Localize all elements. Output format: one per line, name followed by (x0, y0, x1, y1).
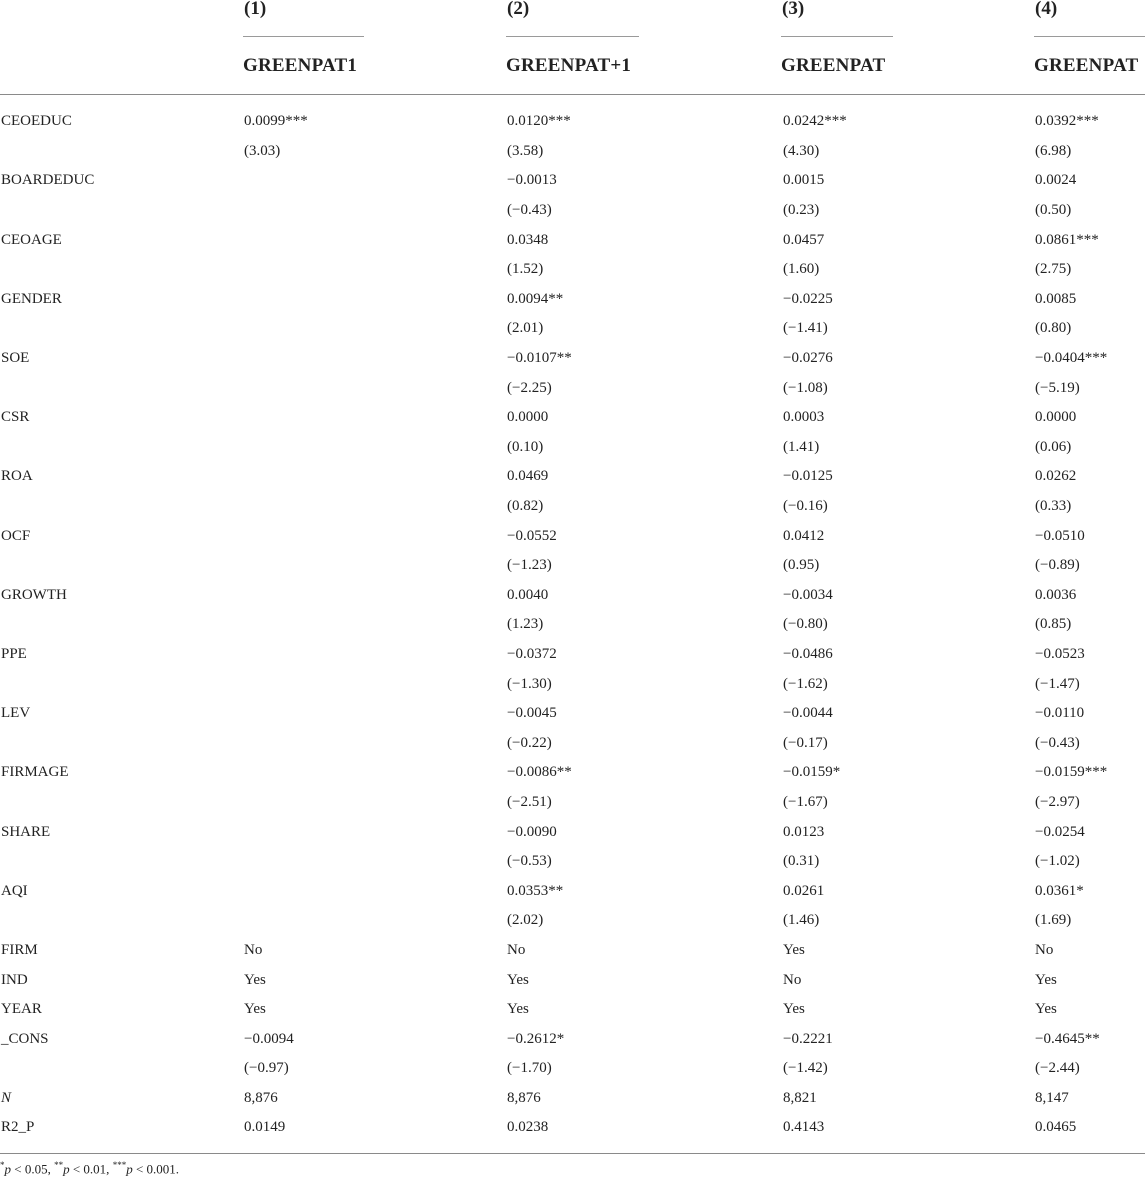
table-cell: (0.10) (507, 438, 544, 455)
table-cell: (−2.25) (507, 379, 552, 396)
table-cell: (0.50) (1035, 202, 1072, 219)
table-cell: −0.0044 (783, 705, 833, 722)
table-cell: (−1.02) (1035, 853, 1080, 870)
column-4-dependent-variable: GREENPAT (1034, 55, 1139, 76)
table-row (0, 581, 1145, 611)
table-cell: Yes (1035, 971, 1057, 988)
table-row (0, 936, 1145, 966)
row-label (0, 314, 244, 344)
significance-note (0, 1160, 179, 1177)
table-row (0, 906, 1145, 936)
row-label (0, 137, 244, 167)
table-row (0, 610, 1145, 640)
row-label: BOARDEDUC (1, 172, 95, 189)
note-text-3: < 0.001. (132, 1161, 180, 1177)
table-cell: −0.2612* (507, 1030, 565, 1047)
table-cell: (−1.42) (783, 1060, 828, 1077)
table-row (0, 166, 1145, 196)
table-cell: (0.06) (1035, 438, 1072, 455)
column-1-rule (243, 36, 364, 37)
note-p-3: p (126, 1161, 133, 1177)
column-1-dependent-variable: GREENPAT1 (243, 55, 358, 76)
note-text-1: < 0.05, (11, 1161, 55, 1177)
row-label (0, 788, 244, 818)
table-row (0, 817, 1145, 847)
table-cell (244, 669, 507, 699)
table-cell (244, 699, 507, 729)
column-2-dependent-variable: GREENPAT+1 (506, 55, 632, 76)
table-cell (244, 255, 507, 285)
table-cell: (1.23) (507, 616, 544, 633)
table-cell (244, 225, 507, 255)
column-4-number: (4) (1035, 0, 1058, 19)
table-cell (244, 758, 507, 788)
table-cell: (−0.17) (783, 734, 828, 751)
table-cell (244, 906, 507, 936)
table-row (0, 1113, 1145, 1143)
table-cell: −0.0110 (1035, 705, 1085, 722)
table-row (0, 314, 1145, 344)
row-label (0, 551, 244, 581)
table-cell: No (244, 941, 263, 958)
table-cell (244, 581, 507, 611)
table-cell: −0.0276 (783, 350, 833, 367)
table-cell: 0.0242*** (783, 113, 847, 130)
table-cell: 0.0003 (783, 409, 825, 426)
table-cell: −0.0107** (507, 350, 572, 367)
table-cell (244, 610, 507, 640)
table-cell: 0.0261 (783, 882, 825, 899)
table-cell (244, 788, 507, 818)
table-cell: 0.0465 (1035, 1119, 1077, 1136)
table-cell: (0.33) (1035, 498, 1072, 515)
row-label (0, 196, 244, 226)
table-cell: 8,876 (244, 1089, 278, 1106)
note-p-1: p (4, 1161, 11, 1177)
table-cell: −0.0125 (783, 468, 833, 485)
row-label: _CONS (1, 1030, 49, 1047)
table-cell: 0.0149 (244, 1119, 286, 1136)
table-cell: 0.0120*** (507, 113, 571, 130)
table-row (0, 995, 1145, 1025)
table-cell: (−0.16) (783, 498, 828, 515)
table-cell: (2.02) (507, 912, 544, 929)
table-cell: 0.0123 (783, 823, 825, 840)
table-cell (244, 521, 507, 551)
table-cell (244, 728, 507, 758)
row-label: YEAR (1, 1001, 42, 1018)
table-cell: Yes (783, 941, 805, 958)
row-label (0, 373, 244, 403)
table-row (0, 876, 1145, 906)
table-row (0, 965, 1145, 995)
table-cell: (0.23) (783, 202, 820, 219)
column-4-rule (1034, 36, 1145, 37)
table-cell: 0.0099*** (244, 113, 308, 130)
table-cell: (0.31) (783, 853, 820, 870)
row-label: LEV (1, 705, 31, 722)
row-label: CEOAGE (1, 231, 62, 248)
table-row (0, 1054, 1145, 1084)
table-cell: (0.82) (507, 498, 544, 515)
table-cell (244, 492, 507, 522)
table-row (0, 285, 1145, 315)
table-row (0, 403, 1145, 433)
table-row (0, 492, 1145, 522)
table-cell: −0.0090 (507, 823, 557, 840)
table-cell (244, 817, 507, 847)
row-label: IND (1, 971, 28, 988)
note-star-2: ** (54, 1160, 64, 1170)
table-cell (244, 551, 507, 581)
row-label (0, 1054, 244, 1084)
table-row (0, 699, 1145, 729)
table-cell (244, 166, 507, 196)
row-label: PPE (1, 645, 27, 662)
table-cell: 0.4143 (783, 1119, 825, 1136)
table-cell: (−1.70) (507, 1060, 552, 1077)
column-1-number: (1) (244, 0, 267, 19)
table-cell: (−0.89) (1035, 557, 1080, 574)
table-cell: (−0.80) (783, 616, 828, 633)
table-cell: Yes (507, 971, 529, 988)
table-row (0, 373, 1145, 403)
table-cell: (4.30) (783, 142, 820, 159)
row-label (0, 906, 244, 936)
row-label: CEOEDUC (1, 113, 72, 130)
table-cell: No (507, 941, 526, 958)
table-cell: 0.0412 (783, 527, 825, 544)
row-label (0, 669, 244, 699)
table-cell (244, 433, 507, 463)
row-label: N (1, 1089, 12, 1106)
table-cell: −0.0372 (507, 645, 557, 662)
regression-table (0, 107, 1145, 1143)
table-cell: −0.0552 (507, 527, 557, 544)
row-label: AQI (1, 882, 28, 899)
table-row (0, 1084, 1145, 1114)
column-3-dependent-variable: GREENPAT (781, 55, 886, 76)
table-cell: (1.52) (507, 261, 544, 278)
table-cell: 8,821 (783, 1089, 817, 1106)
row-label: CSR (1, 409, 30, 426)
table-cell: −0.0159* (783, 764, 841, 781)
table-row (0, 225, 1145, 255)
table-cell: 0.0353** (507, 882, 564, 899)
table-cell: −0.0486 (783, 645, 833, 662)
header-bottom-rule (0, 94, 1145, 95)
table-cell: 0.0262 (1035, 468, 1077, 485)
row-label (0, 728, 244, 758)
table-bottom-rule (0, 1153, 1145, 1154)
row-label: FIRMAGE (1, 764, 69, 781)
table-row (0, 758, 1145, 788)
row-label (0, 492, 244, 522)
table-cell: (1.46) (783, 912, 820, 929)
table-cell: −0.0225 (783, 290, 833, 307)
column-3-rule (781, 36, 893, 37)
table-cell: 0.0000 (507, 409, 549, 426)
row-label: GENDER (1, 290, 62, 307)
table-cell: 0.0040 (507, 586, 549, 603)
table-cell (244, 876, 507, 906)
table-cell: −0.0034 (783, 586, 833, 603)
note-star-1: * (0, 1160, 5, 1170)
table-cell: (−2.44) (1035, 1060, 1080, 1077)
row-label: GROWTH (1, 586, 67, 603)
table-cell: (0.95) (783, 557, 820, 574)
column-3-number: (3) (782, 0, 805, 19)
row-label (0, 847, 244, 877)
table-cell: Yes (244, 971, 266, 988)
table-cell: −0.0523 (1035, 645, 1085, 662)
table-cell: (1.69) (1035, 912, 1072, 929)
table-cell: (−1.08) (783, 379, 828, 396)
table-row (0, 255, 1145, 285)
table-cell: (1.60) (783, 261, 820, 278)
table-cell: −0.0404*** (1035, 350, 1108, 367)
table-row (0, 433, 1145, 463)
table-cell: Yes (507, 1001, 529, 1018)
table-cell: 0.0238 (507, 1119, 549, 1136)
table-cell: Yes (783, 1001, 805, 1018)
table-cell: (6.98) (1035, 142, 1072, 159)
table-row (0, 788, 1145, 818)
column-2-rule (506, 36, 639, 37)
table-row (0, 137, 1145, 167)
table-cell: 0.0392*** (1035, 113, 1099, 130)
row-label (0, 255, 244, 285)
column-2-number: (2) (507, 0, 530, 19)
table-cell: (−0.43) (507, 202, 552, 219)
table-cell: −0.0013 (507, 172, 557, 189)
regression-table-body (0, 107, 1145, 1143)
table-cell: (2.75) (1035, 261, 1072, 278)
table-cell: −0.0086** (507, 764, 572, 781)
table-cell: (−0.22) (507, 734, 552, 751)
table-cell: Yes (1035, 1001, 1057, 1018)
table-row (0, 640, 1145, 670)
table-row (0, 196, 1145, 226)
table-cell (244, 462, 507, 492)
table-cell (244, 344, 507, 374)
table-cell: 0.0024 (1035, 172, 1077, 189)
table-cell: −0.0159*** (1035, 764, 1108, 781)
table-row (0, 728, 1145, 758)
table-cell: (−5.19) (1035, 379, 1080, 396)
table-cell: (−0.43) (1035, 734, 1080, 751)
row-label (0, 433, 244, 463)
table-cell: No (783, 971, 802, 988)
table-cell: (−1.47) (1035, 675, 1080, 692)
table-cell: −0.0254 (1035, 823, 1085, 840)
note-star-3: *** (112, 1160, 127, 1170)
table-row (0, 344, 1145, 374)
table-cell: (−1.41) (783, 320, 828, 337)
row-label: SOE (1, 350, 30, 367)
table-cell: (0.85) (1035, 616, 1072, 633)
row-label: R2_P (1, 1119, 35, 1136)
table-row (0, 521, 1145, 551)
table-cell: 0.0457 (783, 231, 825, 248)
note-text-2: < 0.01, (69, 1161, 113, 1177)
table-cell: (−1.67) (783, 793, 828, 810)
row-label (0, 610, 244, 640)
table-cell: (−2.51) (507, 793, 552, 810)
table-cell: (−1.62) (783, 675, 828, 692)
table-cell: 0.0036 (1035, 586, 1077, 603)
table-cell: Yes (244, 1001, 266, 1018)
table-cell (244, 373, 507, 403)
table-cell: (−2.97) (1035, 793, 1080, 810)
table-cell: −0.2221 (783, 1030, 833, 1047)
table-cell: (1.41) (783, 438, 820, 455)
table-cell (244, 403, 507, 433)
table-cell (244, 285, 507, 315)
row-label: OCF (1, 527, 31, 544)
table-row (0, 847, 1145, 877)
table-row (0, 107, 1145, 137)
table-cell: 0.0348 (507, 231, 549, 248)
table-cell: (2.01) (507, 320, 544, 337)
table-cell: (−1.30) (507, 675, 552, 692)
table-row (0, 551, 1145, 581)
table-cell: −0.0094 (244, 1030, 294, 1047)
table-cell: 0.0000 (1035, 409, 1077, 426)
table-row (0, 462, 1145, 492)
table-cell: (−0.53) (507, 853, 552, 870)
row-label: FIRM (1, 941, 38, 958)
row-label: SHARE (1, 823, 51, 840)
table-cell: 0.0361* (1035, 882, 1084, 899)
table-cell: (−1.23) (507, 557, 552, 574)
table-cell: 8,876 (507, 1089, 541, 1106)
table-cell: −0.4645** (1035, 1030, 1100, 1047)
table-cell: (3.03) (244, 142, 281, 159)
note-p-2: p (63, 1161, 70, 1177)
table-row (0, 1024, 1145, 1054)
table-cell: −0.0045 (507, 705, 557, 722)
table-cell (244, 640, 507, 670)
table-cell (244, 196, 507, 226)
table-cell: 0.0094** (507, 290, 564, 307)
table-row (0, 669, 1145, 699)
table-cell: (3.58) (507, 142, 544, 159)
row-label: ROA (1, 468, 33, 485)
table-cell: −0.0510 (1035, 527, 1085, 544)
table-cell: 0.0085 (1035, 290, 1077, 307)
table-cell: (−0.97) (244, 1060, 289, 1077)
table-cell (244, 314, 507, 344)
table-cell: 0.0015 (783, 172, 825, 189)
table-cell: (0.80) (1035, 320, 1072, 337)
table-cell: No (1035, 941, 1054, 958)
table-cell: 0.0861*** (1035, 231, 1099, 248)
table-cell: 8,147 (1035, 1089, 1069, 1106)
table-cell (244, 847, 507, 877)
table-cell: 0.0469 (507, 468, 549, 485)
